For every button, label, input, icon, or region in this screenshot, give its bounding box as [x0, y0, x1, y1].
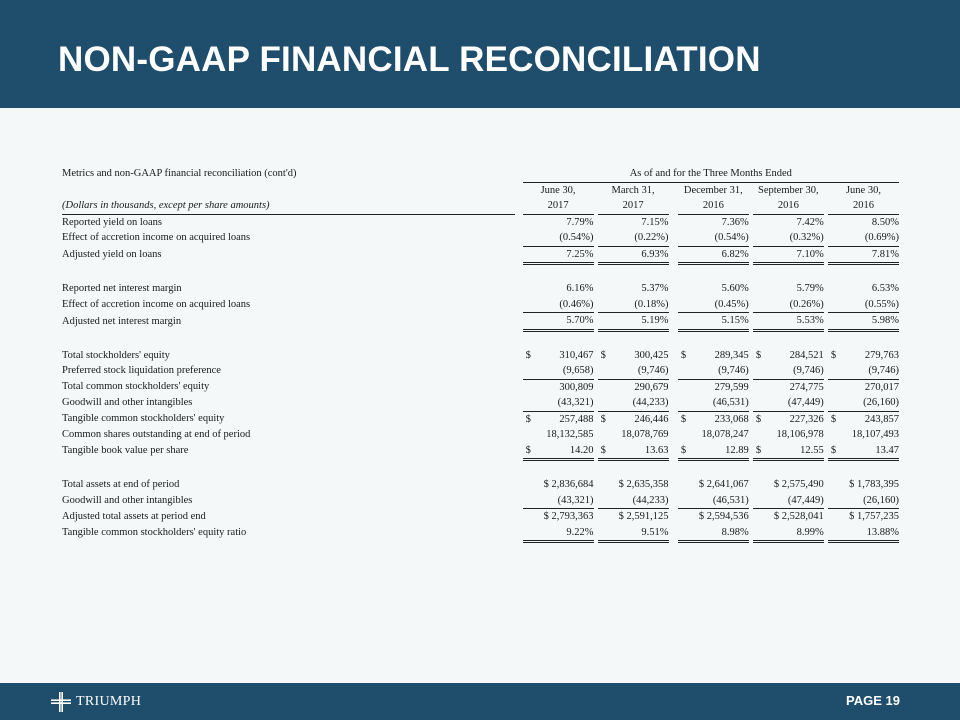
value-text: (47,449): [787, 494, 824, 506]
cell-value: [828, 348, 899, 364]
value-text: 310,467: [559, 349, 594, 361]
cell-value: [523, 363, 594, 379]
value-text: (44,233): [632, 494, 669, 506]
currency-symbol: $: [755, 413, 762, 425]
cell-value: [523, 493, 594, 509]
value-text: 5.15%: [721, 315, 749, 326]
currency-symbol: $: [830, 413, 837, 425]
spacer-row: [62, 460, 899, 478]
value-text: 6.16%: [566, 283, 594, 294]
cell-value: [753, 281, 824, 297]
cell-value: [598, 348, 669, 364]
currency-symbol: $: [680, 413, 687, 425]
cell-value: [523, 214, 594, 230]
cell-value: [598, 281, 669, 297]
value-text: (9,658): [562, 365, 594, 376]
table-row: [62, 348, 899, 364]
cell-value: [753, 509, 824, 525]
value-text: 18,106,978: [776, 429, 824, 440]
row-label: Reported net interest margin: [62, 283, 182, 294]
cell-value: [523, 443, 594, 460]
col-2-month: December 31,: [683, 184, 743, 196]
value-text: (0.55%): [864, 298, 899, 310]
value-text: 270,017: [864, 381, 899, 393]
cell-value: [523, 297, 594, 313]
cell-value: [598, 214, 669, 230]
value-text: 8.99%: [796, 526, 824, 538]
row-label: Adjusted yield on loans: [62, 249, 162, 260]
col-4-month: June 30,: [845, 184, 881, 196]
value-text: 12.89: [725, 444, 749, 456]
table-row: [62, 395, 899, 411]
cell-value: [753, 443, 824, 460]
cell-value: [678, 246, 749, 264]
table-row: [62, 379, 899, 395]
spacer-row: [62, 330, 899, 348]
cell-value: [678, 281, 749, 297]
value-text: 9.22%: [566, 526, 594, 538]
row-label: Total common stockholders' equity: [62, 381, 210, 393]
value-text: 5.60%: [721, 283, 749, 294]
value-text: (0.46%): [559, 298, 594, 310]
cell-value: [678, 509, 749, 525]
period-header: As of and for the Three Months Ended: [523, 166, 899, 182]
cell-value: [753, 525, 824, 542]
reconciliation-table: [62, 166, 899, 543]
value-text: 284,521: [789, 349, 824, 361]
col-3-month: September 30,: [758, 184, 819, 196]
value-text: (0.54%): [559, 232, 594, 243]
cell-value: [753, 230, 824, 246]
cell-value: [523, 313, 594, 331]
cell-value: [828, 230, 899, 246]
cell-value: [523, 348, 594, 364]
value-text: 5.79%: [796, 283, 824, 294]
value-text: (0.18%): [634, 298, 669, 310]
row-label: Preferred stock liquidation preference: [62, 365, 221, 377]
value-text: (9,746): [637, 365, 669, 376]
value-text: $ 2,594,536: [698, 511, 749, 522]
cell-value: [828, 281, 899, 297]
value-text: 9.51%: [641, 526, 669, 538]
value-text: $ 2,793,363: [543, 511, 594, 522]
cell-value: [598, 230, 669, 246]
value-text: 14.20: [569, 444, 594, 456]
value-text: 257,488: [559, 413, 594, 425]
value-text: 5.98%: [871, 315, 899, 326]
value-text: (0.69%): [864, 232, 899, 243]
cell-value: [523, 509, 594, 525]
value-text: (26,160): [863, 494, 899, 506]
value-text: 18,132,585: [546, 429, 594, 440]
cell-value: [523, 411, 594, 427]
currency-symbol: $: [600, 349, 606, 361]
units-note: (Dollars in thousands, except per share amounts): [62, 198, 515, 214]
value-text: 5.37%: [641, 283, 669, 294]
cell-value: [678, 525, 749, 542]
cell-value: [523, 477, 594, 493]
cell-value: [753, 246, 824, 264]
page-title: NON-GAAP FINANCIAL RECONCILIATION: [58, 40, 761, 79]
col-1-year: 2017: [598, 198, 669, 214]
value-text: (0.32%): [789, 232, 824, 243]
currency-symbol: $: [525, 444, 531, 456]
cell-value: [523, 525, 594, 542]
cell-value: [753, 493, 824, 509]
value-text: 243,857: [864, 413, 899, 425]
value-text: 7.79%: [566, 216, 594, 228]
currency-symbol: $: [830, 444, 837, 456]
value-text: 18,078,247: [701, 429, 749, 440]
cell-value: [678, 411, 749, 427]
value-text: 13.88%: [866, 526, 899, 538]
currency-symbol: $: [755, 349, 762, 361]
value-text: 7.36%: [721, 216, 749, 228]
value-text: (43,321): [557, 494, 594, 506]
row-label: Common shares outstanding at end of period: [62, 429, 251, 440]
cell-value: [828, 214, 899, 230]
currency-symbol: $: [600, 413, 606, 425]
cell-value: [828, 427, 899, 443]
cell-value: [598, 313, 669, 331]
row-label: Effect of accretion income on acquired loans: [62, 298, 251, 310]
value-text: (0.45%): [714, 298, 749, 310]
cell-value: [678, 230, 749, 246]
value-text: (0.26%): [789, 298, 824, 310]
cell-value: [753, 214, 824, 230]
currency-symbol: $: [680, 349, 687, 361]
cell-value: [678, 363, 749, 379]
cell-value: [753, 348, 824, 364]
value-text: $ 2,641,067: [698, 479, 749, 490]
cell-value: [678, 297, 749, 313]
cell-value: [678, 427, 749, 443]
table-row: [62, 427, 899, 443]
row-label: Reported yield on loans: [62, 216, 163, 228]
value-text: 13.47: [875, 444, 899, 456]
cell-value: [523, 281, 594, 297]
col-0-month: June 30,: [540, 184, 576, 196]
cell-value: [598, 509, 669, 525]
row-label: Tangible common stockholders' equity ratio: [62, 527, 247, 539]
table-row: [62, 477, 899, 493]
table-row: [62, 313, 899, 331]
cell-value: [523, 427, 594, 443]
table-row: [62, 214, 899, 230]
cell-value: [828, 477, 899, 493]
triumph-cross-icon: [51, 692, 71, 712]
value-text: 6.93%: [641, 248, 669, 260]
currency-symbol: $: [680, 444, 687, 456]
col-4-year: 2016: [828, 198, 899, 214]
currency-symbol: $: [830, 349, 837, 361]
header-row-2: [62, 182, 899, 198]
value-text: 289,345: [714, 349, 749, 361]
row-label: Goodwill and other intangibles: [62, 397, 193, 409]
cell-value: [753, 477, 824, 493]
cell-value: [678, 214, 749, 230]
cell-value: [678, 313, 749, 331]
triumph-logo: [51, 692, 141, 712]
cell-value: [598, 427, 669, 443]
cell-value: [598, 477, 669, 493]
value-text: (9,746): [868, 365, 899, 376]
cell-value: [828, 297, 899, 313]
cell-value: [753, 379, 824, 395]
value-text: (0.22%): [634, 232, 669, 243]
value-text: 274,775: [789, 381, 824, 393]
col-1-month: March 31,: [611, 184, 655, 196]
value-text: 290,679: [634, 381, 669, 393]
cell-value: [753, 363, 824, 379]
value-text: (9,746): [718, 365, 749, 376]
value-text: (47,449): [787, 397, 824, 408]
logo-text: TRIUMPH: [76, 694, 142, 709]
cell-value: [598, 493, 669, 509]
value-text: 227,326: [789, 413, 824, 425]
table-row: [62, 363, 899, 379]
cell-value: [598, 379, 669, 395]
value-text: 8.98%: [721, 526, 749, 538]
cell-value: [523, 230, 594, 246]
table-row: [62, 246, 899, 264]
cell-value: [753, 313, 824, 331]
cell-value: [828, 379, 899, 395]
cell-value: [678, 379, 749, 395]
cell-value: [828, 363, 899, 379]
page-number: PAGE 19: [846, 693, 900, 708]
col-3-year: 2016: [753, 198, 824, 214]
table-row: [62, 525, 899, 542]
value-text: 246,446: [634, 413, 669, 425]
value-text: 5.70%: [566, 315, 594, 326]
cell-value: [678, 477, 749, 493]
cell-value: [598, 246, 669, 264]
row-label: Total assets at end of period: [62, 479, 180, 490]
value-text: 13.63: [644, 444, 669, 456]
col-2-year: 2016: [678, 198, 749, 214]
footer-bar: [0, 683, 960, 720]
value-text: 18,107,493: [851, 429, 899, 440]
table-row: [62, 443, 899, 460]
value-text: $ 2,591,125: [618, 511, 669, 522]
value-text: $ 2,528,041: [773, 511, 824, 522]
row-label: Effect of accretion income on acquired loans: [62, 232, 251, 244]
cell-value: [598, 395, 669, 411]
row-label: Tangible book value per share: [62, 445, 189, 457]
value-text: (46,531): [712, 397, 749, 408]
value-text: (44,233): [632, 397, 669, 408]
cell-value: [828, 525, 899, 542]
cell-value: [753, 427, 824, 443]
value-text: 18,078,769: [621, 429, 669, 440]
value-text: (0.54%): [714, 232, 749, 243]
cell-value: [598, 443, 669, 460]
value-text: 279,763: [864, 349, 899, 361]
cell-value: [678, 443, 749, 460]
value-text: 7.10%: [796, 248, 824, 260]
value-text: 6.82%: [721, 248, 749, 260]
value-text: $ 2,836,684: [543, 479, 594, 490]
cell-value: [828, 411, 899, 427]
cell-value: [828, 395, 899, 411]
cell-value: [598, 363, 669, 379]
cell-value: [753, 395, 824, 411]
cell-value: [598, 297, 669, 313]
cell-value: [828, 509, 899, 525]
cell-value: [598, 525, 669, 542]
cell-value: [828, 246, 899, 264]
value-text: (9,746): [793, 365, 824, 376]
spacer-row: [62, 264, 899, 282]
header-row-1: [62, 166, 899, 182]
value-text: 7.25%: [566, 248, 594, 260]
currency-symbol: $: [525, 413, 531, 425]
value-text: 233,068: [714, 413, 749, 425]
value-text: 300,425: [634, 349, 669, 361]
cell-value: [828, 493, 899, 509]
row-label: Adjusted net interest margin: [62, 315, 182, 327]
value-text: (26,160): [863, 397, 899, 408]
cell-value: [523, 379, 594, 395]
table-row: [62, 411, 899, 427]
value-text: 279,599: [714, 381, 749, 393]
row-label: Tangible common stockholders' equity: [62, 413, 225, 425]
value-text: 7.81%: [871, 248, 899, 260]
cell-value: [828, 443, 899, 460]
value-text: 5.19%: [641, 315, 669, 326]
value-text: $ 1,757,235: [849, 511, 899, 522]
value-text: 300,809: [559, 381, 594, 393]
cell-value: [753, 297, 824, 313]
value-text: 5.53%: [796, 315, 824, 326]
value-text: 12.55: [800, 444, 824, 456]
cell-value: [828, 313, 899, 331]
value-text: 6.53%: [871, 283, 899, 294]
col-0-year: 2017: [523, 198, 594, 214]
table-row: [62, 230, 899, 246]
cell-value: [523, 246, 594, 264]
value-text: $ 2,635,358: [618, 479, 669, 490]
value-text: 7.15%: [641, 216, 669, 228]
currency-symbol: $: [755, 444, 762, 456]
table-row: [62, 509, 899, 525]
cell-value: [678, 348, 749, 364]
row-label: Goodwill and other intangibles: [62, 494, 193, 506]
row-label: Adjusted total assets at period end: [62, 510, 206, 522]
value-text: 8.50%: [871, 216, 899, 228]
cell-value: [678, 493, 749, 509]
currency-symbol: $: [600, 444, 606, 456]
cell-value: [523, 395, 594, 411]
value-text: (46,531): [712, 494, 749, 506]
cell-value: [753, 411, 824, 427]
cell-value: [678, 395, 749, 411]
title-bar: [0, 0, 960, 108]
value-text: 7.42%: [796, 216, 824, 228]
table-caption: Metrics and non-GAAP financial reconciliation (cont'd): [62, 168, 297, 180]
table-row: [62, 493, 899, 509]
currency-symbol: $: [525, 349, 531, 361]
cell-value: [598, 411, 669, 427]
row-label: Total stockholders' equity: [62, 349, 170, 361]
header-row-3: [62, 198, 899, 214]
table-row: [62, 281, 899, 297]
table-row: [62, 297, 899, 313]
value-text: (43,321): [557, 397, 594, 408]
value-text: $ 2,575,490: [773, 479, 824, 490]
value-text: $ 1,783,395: [849, 479, 899, 490]
